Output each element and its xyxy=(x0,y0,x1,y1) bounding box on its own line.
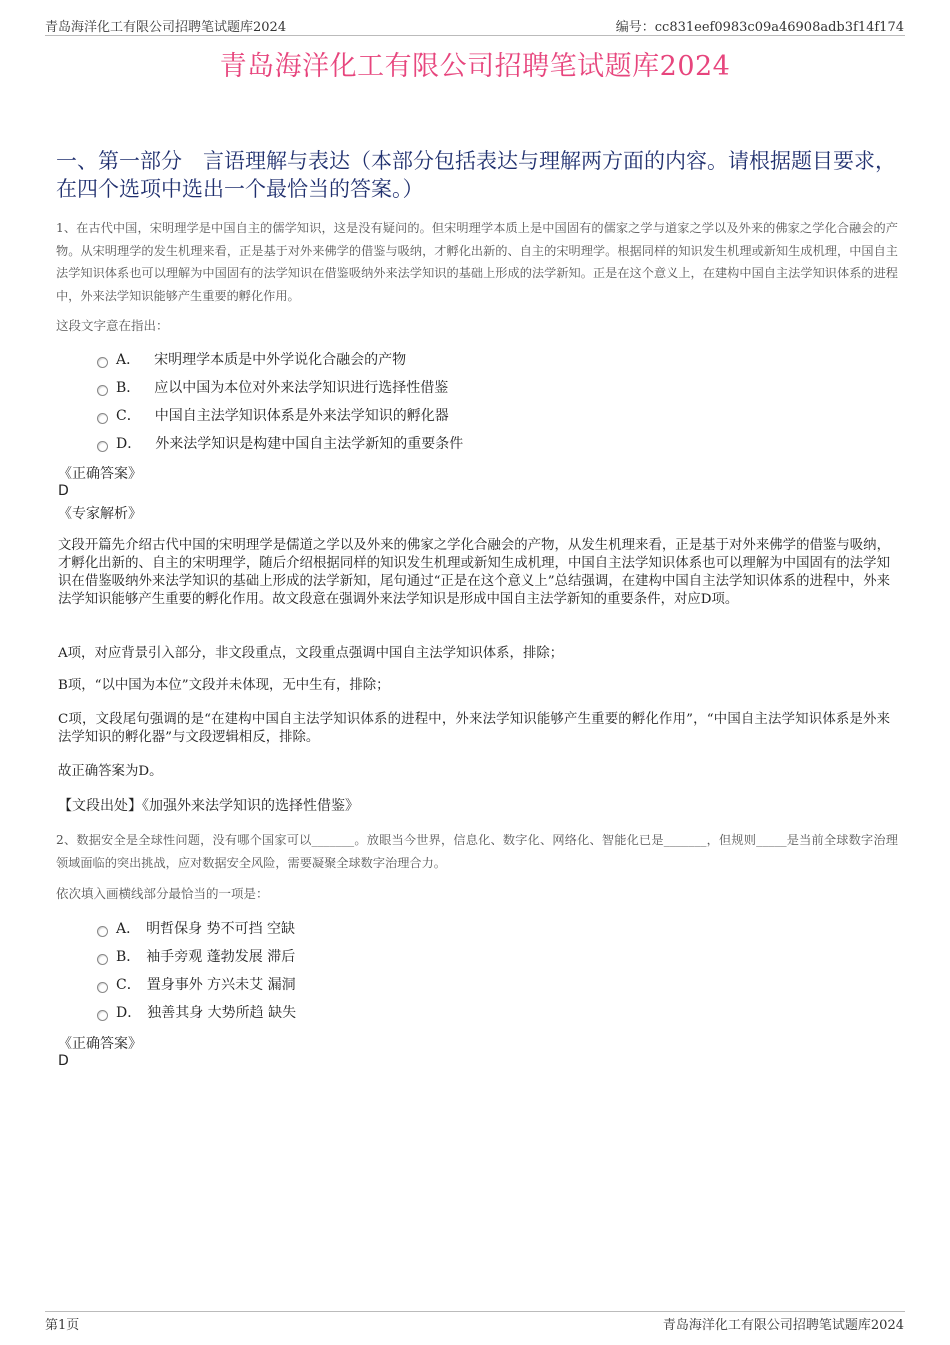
radio-icon[interactable] xyxy=(97,441,108,452)
option-letter: B． xyxy=(116,949,141,965)
question-2-text: 2、数据安全是全球性问题，没有哪个国家可以_______。放眼当今世界，信息化、数字化、网络化、智能化已是_______，但规则_____是当前全球数字治理领域面临的突出挑战，应对数据安全风险，需要凝聚全球数字治理合力。 xyxy=(56,833,898,870)
radio-icon[interactable] xyxy=(97,954,108,965)
radio-icon[interactable] xyxy=(97,413,108,424)
question-1-answer-label: 《正确答案》 xyxy=(58,466,142,482)
footer-page-number: 第1页 xyxy=(45,1318,80,1333)
footer-doc-title: 青岛海洋化工有限公司招聘笔试题库2024 xyxy=(662,1318,904,1333)
question-1-text: 1、在古代中国，宋明理学是中国自主的儒学知识，这是没有疑问的。但宋明理学本质上是中国固有的儒家之学与道家之学以及外来的佛家之学化合融会的产物。从宋明理学的发生机理来看，正是基于对外来佛学的借鉴与吸纳，才孵化出新的、自主的宋明理学。根据同样的知识发生机理或新知生成机理，中国自主法学知识体系也可以理解为中国固有的法学知识在借鉴吸纳外来法学知识的基础上形成的法学新知。正是在这个意义上，在建构中国自主法学知识体系的进程中，外来法学知识能够产生重要的孵化作用。 xyxy=(56,221,898,303)
option-text: 袖手旁观 蓬勃发展 滞后 xyxy=(146,949,296,965)
radio-icon[interactable] xyxy=(97,1010,108,1021)
analysis-paragraph-5: 故正确答案为D。 xyxy=(58,764,163,779)
radio-icon[interactable] xyxy=(97,357,108,368)
section-heading: 一、第一部分 言语理解与表达（本部分包括表达与理解两方面的内容。请根据题目要求，在四个选项中选出一个最恰当的答案。） xyxy=(56,149,896,201)
option-letter: D． xyxy=(116,436,142,452)
option-letter: C． xyxy=(116,408,141,424)
question-2-answer-label: 《正确答案》 xyxy=(58,1036,142,1052)
option-letter: B． xyxy=(116,380,141,396)
radio-icon[interactable] xyxy=(97,926,108,937)
question-2-option-b[interactable] xyxy=(97,946,295,966)
question-1-source: 【文段出处】《加强外来法学知识的选择性借鉴》 xyxy=(58,798,359,814)
option-letter: D． xyxy=(116,1005,142,1021)
analysis-paragraph-1: 文段开篇先介绍古代中国的宋明理学是儒道之学以及外来的佛家之学化合融会的产物，从发生机理来看，正是基于对外来佛学的借鉴与吸纳，才孵化出新的、自主的宋明理学，随后介绍根据同样的知识发生机理或新知生成机理，中国自主法学知识体系也可以理解为中国固有的法学知识在借鉴吸纳外来法学知识的基础上形成的法学新知，尾句通过“正是在这个意义上”总结强调，在建构中国自主法学知识体系的进程中，外来法学知识能够产生重要的孵化作用。故文段意在强调外来法学知识是形成中国自主法学新知的重要条件，对应D项。 xyxy=(58,538,890,607)
option-text: 外来法学知识是构建中国自主法学新知的重要条件 xyxy=(155,436,464,452)
option-text: 置身事外 方兴未艾 漏洞 xyxy=(146,977,296,993)
footer-divider xyxy=(45,1311,905,1312)
option-text: 明哲保身 势不可挡 空缺 xyxy=(146,921,296,937)
option-letter: C． xyxy=(116,977,141,993)
page-title: 青岛海洋化工有限公司招聘笔试题库2024 xyxy=(219,51,731,82)
option-text: 应以中国为本位对外来法学知识进行选择性借鉴 xyxy=(154,380,449,396)
question-1-option-b[interactable] xyxy=(97,377,448,397)
question-1-answer: D xyxy=(58,483,69,499)
header-divider xyxy=(45,35,905,36)
question-1-option-d[interactable] xyxy=(97,433,463,453)
header-doc-number: 编号：cc831eef0983c09a46908adb3f14f174 xyxy=(615,20,904,35)
analysis-paragraph-4: C项，文段尾句强调的是“在建构中国自主法学知识体系的进程中，外来法学知识能够产生重要的孵化作用”，“中国自主法学知识体系是外来法学知识的孵化器”与文段逻辑相反，排除。 xyxy=(58,712,890,745)
question-1-prompt: 这段文字意在指出： xyxy=(56,318,169,333)
radio-icon[interactable] xyxy=(97,982,108,993)
option-text: 中国自主法学知识体系是外来法学知识的孵化器 xyxy=(154,408,449,424)
option-letter: A． xyxy=(116,352,141,368)
option-letter: A． xyxy=(116,921,141,937)
header-doc-title: 青岛海洋化工有限公司招聘笔试题库2024 xyxy=(45,20,287,35)
analysis-paragraph-3: B项，“以中国为本位”文段并未体现，无中生有，排除； xyxy=(58,678,390,693)
question-1-option-a[interactable] xyxy=(97,349,406,369)
analysis-paragraph-2: A项，对应背景引入部分，非文段重点，文段重点强调中国自主法学知识体系，排除； xyxy=(58,646,564,661)
question-2-option-c[interactable] xyxy=(97,974,296,994)
question-2-prompt: 依次填入画横线部分最恰当的一项是： xyxy=(56,886,269,901)
question-2-answer: D xyxy=(58,1053,69,1069)
question-2-option-d[interactable] xyxy=(97,1002,296,1022)
question-2-option-a[interactable] xyxy=(97,918,295,938)
question-1-option-c[interactable] xyxy=(97,405,449,425)
option-text: 宋明理学本质是中外学说化合融会的产物 xyxy=(154,352,407,368)
radio-icon[interactable] xyxy=(97,385,108,396)
question-1-analysis-label: 《专家解析》 xyxy=(58,506,142,522)
option-text: 独善其身 大势所趋 缺失 xyxy=(147,1005,297,1021)
